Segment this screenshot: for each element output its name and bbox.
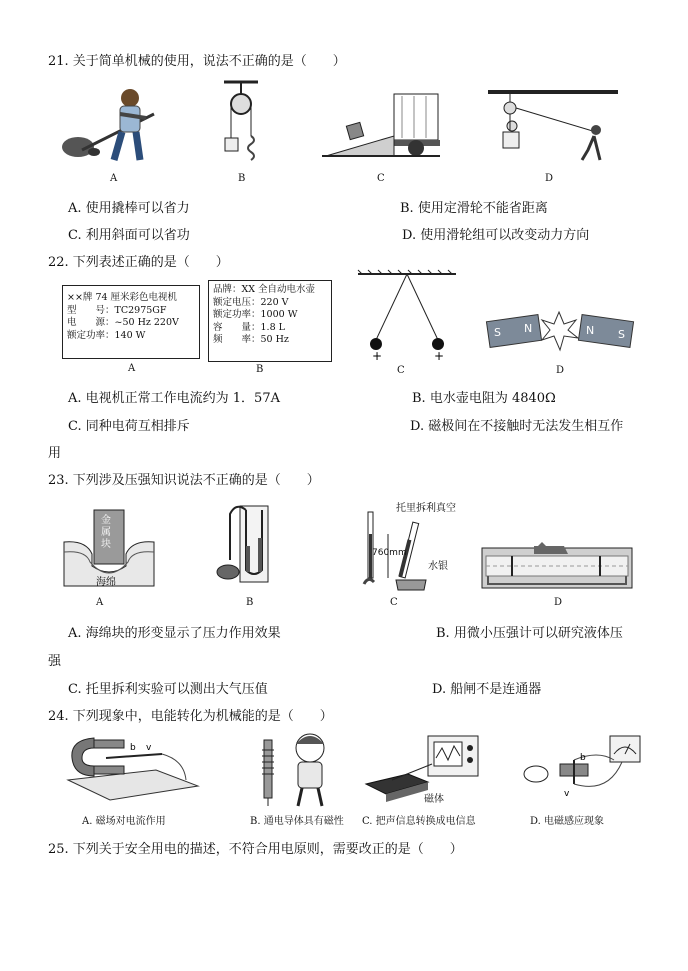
q23-option-a: A. 海绵块的形变显示了压力作用效果 <box>68 626 281 641</box>
q23-option-d: D. 船闸不是连通器 <box>432 682 542 697</box>
svg-text:v: v <box>146 743 152 753</box>
q22-figure-b-label: B <box>256 364 264 375</box>
tv-label-line: 额定功率：140 W <box>67 329 146 341</box>
q21-figure-b-label: B <box>238 173 246 184</box>
q24-figure-c-caption: C. 把声信息转换成电信息 <box>362 816 476 827</box>
q24-stem: 24. 下列现象中，电能转化为机械能的是（ ） <box>48 709 333 724</box>
q22-option-b: B. 电水壶电阻为 4840Ω <box>412 391 556 406</box>
q23-figure-b <box>216 500 278 588</box>
q25-stem: 25. 下列关于安全用电的描述，不符合用电原则，需要改正的是（ ） <box>48 842 463 857</box>
kettle-label-line: 品牌：XX 全自动电水壶 <box>213 284 316 295</box>
kettle-label-line: 容 量：1.8 L <box>213 321 285 333</box>
svg-text:b: b <box>130 743 136 753</box>
q23-figure-d-label: D <box>554 597 563 608</box>
q24-figure-b <box>244 728 340 808</box>
q22-kettle-nameplate <box>208 280 332 362</box>
q21-stem: 21. 关于简单机械的使用，说法不正确的是（ ） <box>48 54 346 69</box>
q22-option-a: A. 电视机正常工作电流约为 1．57A <box>68 391 280 406</box>
magnet-label: 磁体 <box>424 794 444 805</box>
q24-figure-a-caption: A. 磁场对电流作用 <box>82 816 166 827</box>
q24-figure-b-caption: B. 通电导体具有磁性 <box>250 816 344 827</box>
mercury-label: 水银 <box>428 561 448 572</box>
q22-stem: 22. 下列表述正确的是（ ） <box>48 255 229 270</box>
kettle-label-line: 额定功率：1000 W <box>213 309 298 320</box>
svg-text:N: N <box>586 324 595 337</box>
q23-stem: 23. 下列涉及压强知识说法不正确的是（ ） <box>48 473 320 488</box>
q22-tv-nameplate <box>62 285 200 359</box>
svg-text:S: S <box>618 328 625 341</box>
q23-figure-d <box>482 540 632 588</box>
torricelli-vacuum-label: 托里拆利真空 <box>396 503 456 514</box>
q22-figure-c <box>352 272 462 362</box>
q22-figure-d <box>484 306 634 358</box>
tv-label-line: 电 源：~50 Hz 220V <box>67 317 179 328</box>
q24-figure-a <box>66 730 200 806</box>
svg-text:+: + <box>372 349 383 363</box>
q23-option-b: B. 用微小压强计可以研究液体压 <box>436 626 623 641</box>
q23-figure-a-label: A <box>96 597 104 608</box>
mercury-height-label: 760mm <box>372 548 407 558</box>
q23-figure-b-label: B <box>246 597 254 608</box>
svg-text:+: + <box>434 349 445 363</box>
sponge-label: 海绵 <box>96 577 116 588</box>
q24-figure-d <box>518 730 642 806</box>
tv-label-line: ××牌 74 厘米彩色电视机 <box>67 292 178 303</box>
q22-figure-a-label: A <box>128 363 136 374</box>
metal-block-text: 属 <box>101 527 111 538</box>
svg-text:b: b <box>580 753 586 763</box>
q23-option-b-wrap: 强 <box>48 654 62 669</box>
q22-figure-d-label: D <box>556 365 565 376</box>
q21-figure-d <box>488 88 620 168</box>
q22-option-d: D. 磁极间在不接触时无法发生相互作 <box>410 419 624 434</box>
q23-figure-c-label: C <box>390 597 398 608</box>
q21-option-d: D. 使用滑轮组可以改变动力方向 <box>402 228 590 243</box>
metal-block-text: 金 <box>101 515 111 526</box>
q21-figure-a <box>58 84 168 169</box>
q22-option-c: C. 同种电荷互相排斥 <box>68 419 190 434</box>
q21-figure-a-label: A <box>110 173 118 184</box>
svg-text:N: N <box>524 322 533 335</box>
q23-option-c: C. 托里拆利实验可以测出大气压值 <box>68 682 268 697</box>
metal-block-text: 块 <box>101 539 111 550</box>
q21-figure-c-label: C <box>377 173 385 184</box>
tv-label-line: 型 号：TC2975GF <box>67 304 167 316</box>
kettle-label-line: 频 率：50 Hz <box>213 334 289 345</box>
q21-figure-b <box>218 80 266 170</box>
q21-option-b: B. 使用定滑轮不能省距离 <box>400 201 548 216</box>
q21-option-a: A. 使用撬棒可以省力 <box>68 201 190 216</box>
q21-figure-d-label: D <box>545 173 554 184</box>
svg-text:v: v <box>564 789 570 799</box>
q24-figure-d-caption: D. 电磁感应现象 <box>530 816 605 827</box>
svg-text:S: S <box>494 326 501 339</box>
q21-option-c: C. 利用斜面可以省功 <box>68 228 190 243</box>
q22-figure-c-label: C <box>397 365 405 376</box>
kettle-label-line: 额定电压：220 V <box>213 296 289 308</box>
q21-figure-c <box>322 92 440 162</box>
q22-option-d-wrap: 用 <box>48 446 62 461</box>
